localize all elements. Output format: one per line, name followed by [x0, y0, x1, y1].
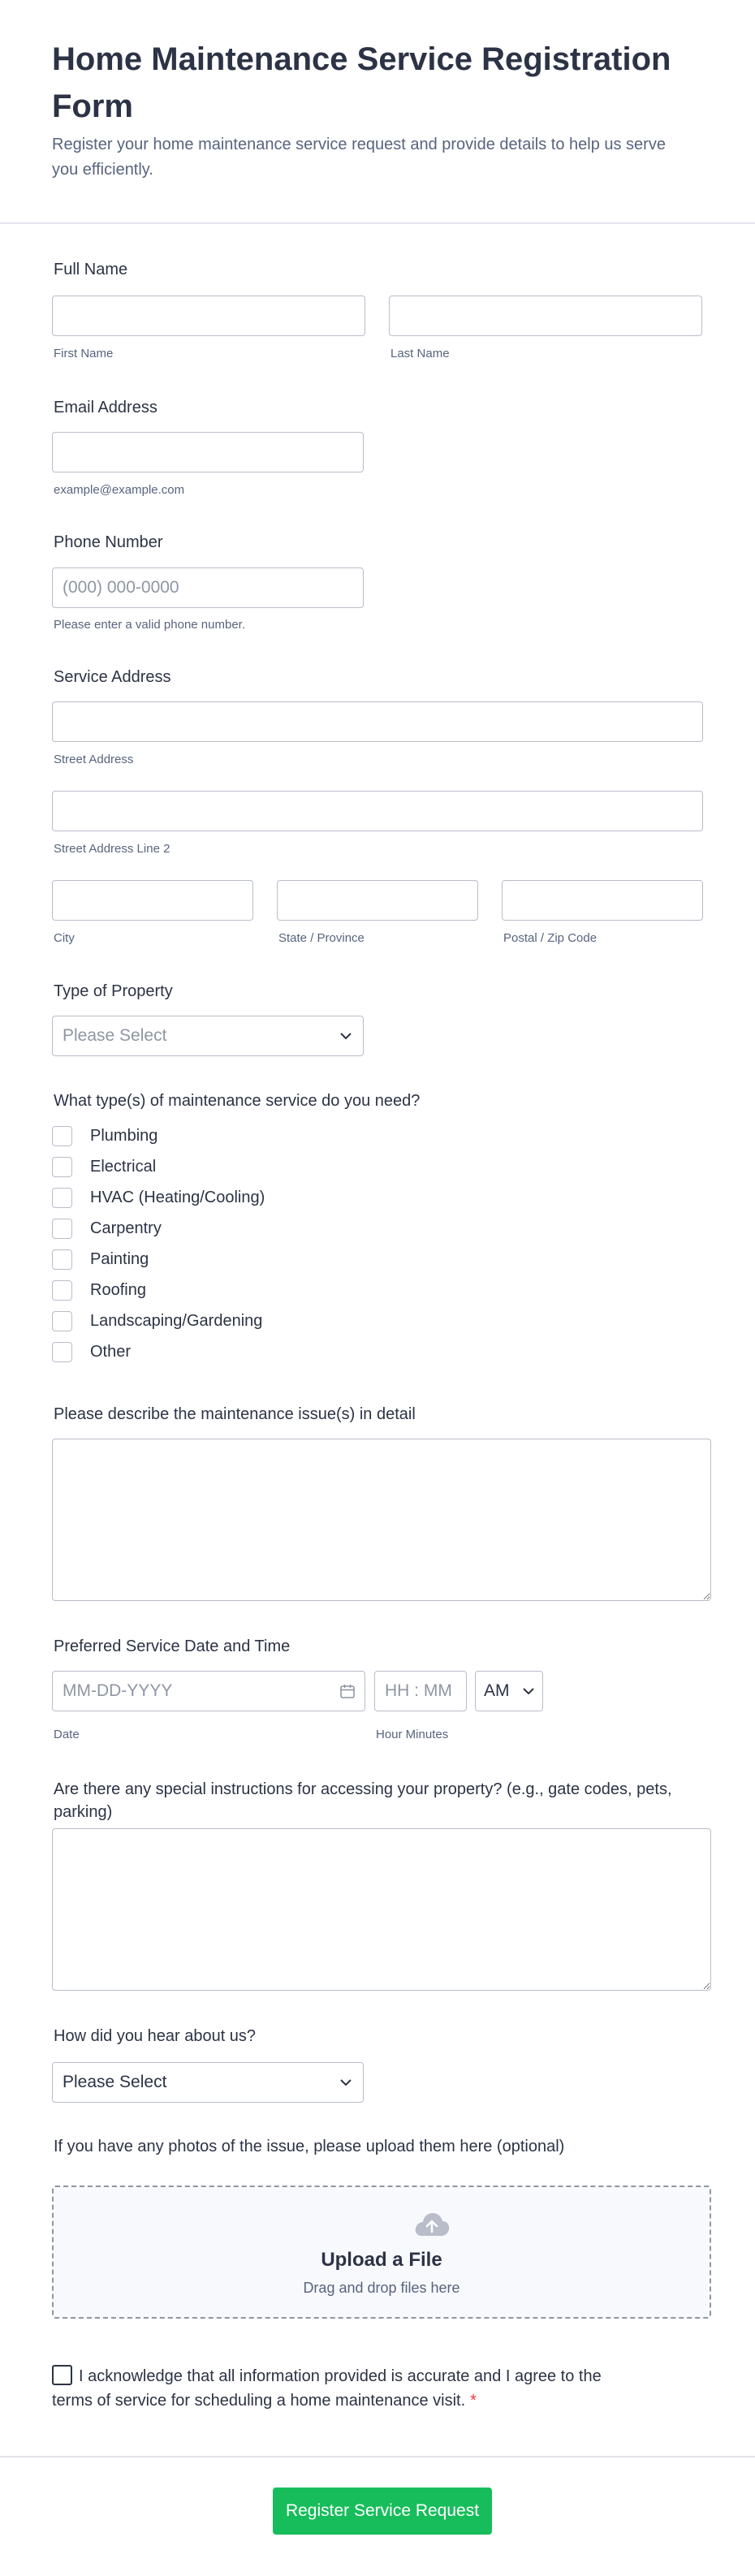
time-input[interactable] — [374, 1671, 467, 1711]
state-sublabel: State / Province — [278, 931, 365, 945]
footer-divider — [0, 2456, 755, 2457]
issue-label: Please describe the maintenance issue(s) in detail — [54, 1405, 416, 1423]
phone-sublabel: Please enter a valid phone number. — [54, 618, 245, 632]
property-type-value: Please Select — [63, 1026, 167, 1045]
date-sublabel: Date — [54, 1728, 80, 1741]
page-subtitle: Register your home maintenance service request and provide details to help us serve you efficiently. — [52, 136, 666, 179]
service-option-label: Painting — [90, 1249, 149, 1268]
phone-input[interactable] — [52, 567, 364, 608]
service-option-label: Roofing — [90, 1280, 146, 1299]
service-option-electrical[interactable] — [52, 1155, 156, 1178]
street-address-input[interactable] — [52, 701, 703, 742]
acknowledge-checkbox[interactable] — [52, 2365, 72, 2385]
referral-select[interactable] — [52, 2062, 364, 2103]
checkbox[interactable] — [52, 1280, 72, 1301]
service-option-label: Other — [90, 1342, 132, 1361]
datetime-label: Preferred Service Date and Time — [54, 1638, 291, 1655]
cloud-upload-icon — [412, 2210, 451, 2239]
city-sublabel: City — [54, 931, 75, 945]
service-option-carpentry[interactable] — [52, 1217, 162, 1240]
street-address-line2-sublabel: Street Address Line 2 — [54, 842, 170, 856]
email-input[interactable] — [52, 432, 364, 472]
acknowledge-row — [52, 2364, 636, 2413]
property-type-select[interactable] — [52, 1016, 364, 1056]
property-type-label: Type of Property — [54, 982, 173, 1000]
upload-title: Upload a File — [321, 2249, 442, 2271]
checkbox[interactable] — [52, 1188, 72, 1208]
issue-textarea[interactable] — [52, 1439, 711, 1601]
checkbox[interactable] — [52, 1126, 72, 1146]
date-input[interactable] — [52, 1671, 365, 1711]
last-name-sublabel: Last Name — [390, 347, 450, 360]
form-header — [0, 0, 755, 224]
service-option-plumbing[interactable] — [52, 1124, 157, 1147]
ampm-select[interactable] — [475, 1671, 543, 1711]
page-title: Home Maintenance Service Registration Form — [52, 41, 671, 124]
service-option-landscaping[interactable] — [52, 1310, 262, 1332]
service-option-label: Carpentry — [90, 1219, 162, 1237]
address-label: Service Address — [54, 668, 171, 686]
services-label: What type(s) of maintenance service do you need? — [54, 1092, 421, 1110]
service-option-label: Plumbing — [90, 1126, 158, 1145]
acknowledge-text: I acknowledge that all information provided is accurate and I agree to the terms of service for scheduling a home maintenance visit. — [52, 2367, 602, 2410]
file-upload-dropzone[interactable] — [52, 2186, 711, 2319]
service-option-label: Landscaping/Gardening — [90, 1311, 263, 1330]
service-option-hvac[interactable] — [52, 1186, 265, 1209]
full-name-label: Full Name — [54, 261, 128, 278]
checkbox[interactable] — [52, 1342, 72, 1362]
service-option-label: Electrical — [90, 1157, 157, 1176]
chevron-down-icon — [340, 1033, 352, 1040]
service-option-roofing[interactable] — [52, 1279, 146, 1301]
checkbox[interactable] — [52, 1311, 72, 1331]
chevron-down-icon — [523, 1688, 534, 1695]
ampm-value: AM — [484, 1681, 510, 1700]
required-asterisk: * — [470, 2392, 477, 2410]
submit-button[interactable]: Register Service Request — [273, 2488, 492, 2535]
service-option-other[interactable] — [52, 1340, 131, 1363]
first-name-input[interactable] — [52, 296, 365, 336]
checkbox[interactable] — [52, 1249, 72, 1270]
service-option-painting[interactable] — [52, 1248, 149, 1271]
street-address-line2-input[interactable] — [52, 791, 703, 831]
checkbox[interactable] — [52, 1157, 72, 1177]
photos-label: If you have any photos of the issue, please upload them here (optional) — [54, 2138, 565, 2155]
checkbox[interactable] — [52, 1219, 72, 1239]
time-sublabel: Hour Minutes — [376, 1728, 449, 1741]
referral-value: Please Select — [63, 2073, 167, 2091]
city-input[interactable] — [52, 880, 253, 921]
service-option-label: HVAC (Heating/Cooling) — [90, 1188, 265, 1206]
first-name-sublabel: First Name — [54, 347, 114, 360]
phone-label: Phone Number — [54, 533, 163, 551]
instructions-label: Are there any special instructions for accessing your property? (e.g., gate codes, pets, parking) — [54, 1780, 672, 1821]
zip-sublabel: Postal / Zip Code — [503, 931, 598, 945]
email-label: Email Address — [54, 399, 157, 416]
chevron-down-icon — [340, 2079, 352, 2086]
calendar-icon[interactable] — [339, 1683, 356, 1699]
state-input[interactable] — [277, 880, 478, 921]
referral-label: How did you hear about us? — [54, 2027, 257, 2045]
instructions-textarea[interactable] — [52, 1828, 711, 1991]
last-name-input[interactable] — [389, 296, 702, 336]
email-sublabel: example@example.com — [54, 483, 185, 497]
street-address-sublabel: Street Address — [54, 753, 134, 766]
upload-subtitle: Drag and drop files here — [303, 2280, 460, 2296]
zip-input[interactable] — [502, 880, 703, 921]
